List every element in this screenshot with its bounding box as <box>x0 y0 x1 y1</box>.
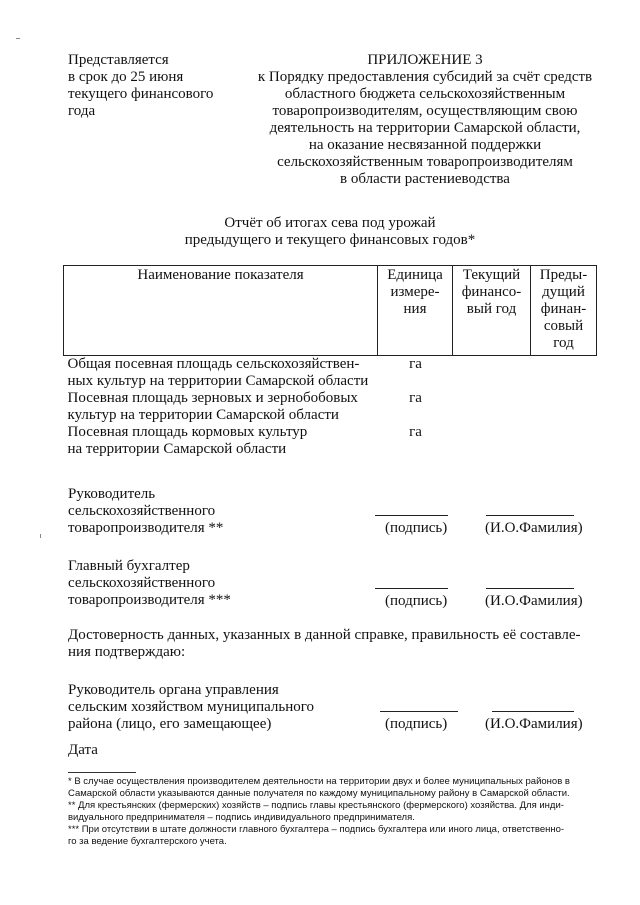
appendix-line: на оказание несвязанной поддержки <box>308 137 542 153</box>
scan-mark <box>16 38 20 39</box>
signature-caption: (подпись) <box>385 716 448 732</box>
table-row <box>64 424 597 458</box>
signatory-accountant-label: Главный бухгалтер сельскохозяйственного товаропроизводителя *** <box>68 558 231 608</box>
appendix-line: товаропроизводителям, осуществляющим свою <box>272 103 578 119</box>
submission-note-line: текущего финансового <box>68 86 214 102</box>
table-row <box>64 390 597 424</box>
appendix-title: ПРИЛОЖЕНИЕ 3 <box>367 52 483 68</box>
row-previous-year-value[interactable] <box>531 356 597 391</box>
signature-caption: (подпись) <box>385 520 448 536</box>
date-label: Дата <box>68 742 98 758</box>
appendix-line: сельскохозяйственным товаропроизводителям <box>277 154 573 170</box>
row-indicator-name: Общая посевная площадь сельскохозяйствен- ных культур на территории Самарской области <box>67 356 369 389</box>
signature-line[interactable] <box>380 711 458 712</box>
full-name-caption: (И.О.Фамилия) <box>485 520 583 536</box>
scan-mark <box>40 534 41 538</box>
full-name-line[interactable] <box>492 711 574 712</box>
report-title-line: предыдущего и текущего финансовых годов* <box>184 232 476 248</box>
full-name-line[interactable] <box>486 515 574 516</box>
appendix-line: к Порядку предоставления субсидий за счёт средств <box>257 69 593 85</box>
row-previous-year-value[interactable] <box>531 390 597 424</box>
appendix-line: деятельность на территории Самарской области, <box>269 120 581 136</box>
table-row <box>64 356 597 391</box>
header-previous-year: Преды- дущий финан- совый год <box>531 266 597 356</box>
full-name-line[interactable] <box>486 588 574 589</box>
submission-note-line: в срок до 25 июня <box>68 69 184 85</box>
report-title <box>120 215 540 249</box>
footnote: *** При отсутствии в штате должности главного бухгалтера – подпись бухгалтера или иного лица, ответственно- го за ведение бухгалтерского учета. <box>68 824 565 847</box>
row-unit: га <box>409 356 422 372</box>
signature-caption: (подпись) <box>385 593 448 609</box>
appendix-header <box>250 52 600 188</box>
attestation-text: Достоверность данных, указанных в данной справке, правильность её составле- ния подтверждаю: <box>68 627 581 660</box>
submission-note-line: года <box>68 103 96 119</box>
footnote: * В случае осуществления производителем деятельности на территории двух и более муниципальных районов в Самарской области указываются данные получателя по каждому муниципальному району в Самарской области. <box>68 776 570 799</box>
row-unit: га <box>409 424 422 440</box>
row-indicator-name: Посевная площадь кормовых культур на территории Самарской области <box>67 424 308 457</box>
full-name-caption: (И.О.Фамилия) <box>485 716 583 732</box>
signatory-head-label: Руководитель сельскохозяйственного товаропроизводителя ** <box>68 486 224 536</box>
header-unit: Единица измере- ния <box>378 266 453 356</box>
submission-note <box>68 52 258 120</box>
row-indicator-name: Посевная площадь зерновых и зернобобовых культур на территории Самарской области <box>67 390 358 423</box>
header-indicator-name: Наименование показателя <box>64 266 378 356</box>
row-unit: га <box>409 390 422 406</box>
row-previous-year-value[interactable] <box>531 424 597 458</box>
footnotes <box>68 776 598 848</box>
row-current-year-value[interactable] <box>453 356 531 391</box>
row-current-year-value[interactable] <box>453 390 531 424</box>
header-current-year: Текущий финансо- вый год <box>453 266 531 356</box>
signatory-authority-label: Руководитель органа управления сельским хозяйством муниципального района (лицо, его замещающее) <box>68 682 315 732</box>
appendix-line: в области растениеводства <box>340 171 510 187</box>
appendix-line: областного бюджета сельскохозяйственным <box>284 86 566 102</box>
submission-note-line: Представляется <box>68 52 169 68</box>
signature-line[interactable] <box>375 588 448 589</box>
report-title-line: Отчёт об итогах сева под урожай <box>224 215 436 231</box>
footnote: ** Для крестьянских (фермерских) хозяйств – подпись главы крестьянского (фермерского) хозяйства. Для инди- видуального предпринимателя – подпись индивидуального предпринимателя. <box>68 800 564 823</box>
signature-line[interactable] <box>375 515 448 516</box>
row-current-year-value[interactable] <box>453 424 531 458</box>
indicators-table <box>63 265 597 458</box>
full-name-caption: (И.О.Фамилия) <box>485 593 583 609</box>
table-header-row <box>64 266 597 356</box>
footnote-separator <box>68 772 136 773</box>
